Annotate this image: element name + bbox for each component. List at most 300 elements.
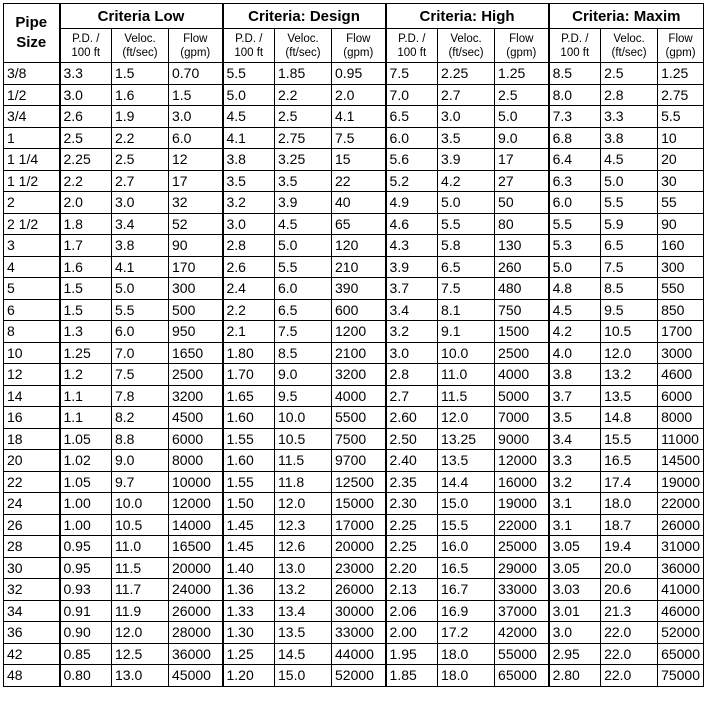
value-cell: 28000	[169, 622, 223, 644]
value-cell: 2100	[332, 342, 386, 364]
value-cell: 52	[169, 213, 223, 235]
value-cell: 17	[169, 170, 223, 192]
value-cell: 7.5	[112, 364, 169, 386]
value-cell: 4.9	[386, 192, 438, 214]
value-cell: 27	[495, 170, 549, 192]
value-cell: 10.0	[112, 493, 169, 515]
pipe-size-cell: 2	[4, 192, 60, 214]
value-cell: 2.06	[386, 600, 438, 622]
value-cell: 10.5	[275, 428, 332, 450]
value-cell: 2.30	[386, 493, 438, 515]
value-cell: 30000	[332, 600, 386, 622]
value-cell: 2.20	[386, 557, 438, 579]
value-cell: 1500	[495, 321, 549, 343]
value-cell: 10000	[169, 471, 223, 493]
value-cell: 13.4	[275, 600, 332, 622]
value-cell: 2.4	[223, 278, 275, 300]
value-cell: 16.0	[438, 536, 495, 558]
value-cell: 1200	[332, 321, 386, 343]
value-cell: 13.5	[275, 622, 332, 644]
value-cell: 37000	[495, 600, 549, 622]
value-cell: 90	[169, 235, 223, 257]
value-cell: 5.8	[438, 235, 495, 257]
value-cell: 2.75	[658, 84, 704, 106]
value-cell: 7.8	[112, 385, 169, 407]
value-cell: 1.70	[223, 364, 275, 386]
pipe-size-cell: 4	[4, 256, 60, 278]
value-cell: 4.2	[549, 321, 601, 343]
value-cell: 950	[169, 321, 223, 343]
value-cell: 5.0	[223, 84, 275, 106]
value-cell: 55000	[495, 643, 549, 665]
value-cell: 3.25	[275, 149, 332, 171]
subheader-line: Veloc.	[450, 32, 482, 45]
value-cell: 5.2	[386, 170, 438, 192]
subheader-line: (ft/sec)	[285, 46, 321, 59]
value-cell: 14500	[658, 450, 704, 472]
value-cell: 3.8	[223, 149, 275, 171]
subheader-line: 100 ft	[71, 46, 101, 59]
value-cell: 26000	[332, 579, 386, 601]
value-cell: 1.45	[223, 536, 275, 558]
value-cell: 8.0	[549, 84, 601, 106]
value-cell: 5.5	[438, 213, 495, 235]
value-cell: 8.5	[601, 278, 658, 300]
pipe-size-header	[4, 4, 60, 63]
value-cell: 0.70	[169, 63, 223, 85]
table-row	[4, 536, 704, 558]
subheader-line: 100 ft	[397, 46, 427, 59]
pipe-size-cell: 3	[4, 235, 60, 257]
value-cell: 21.3	[601, 600, 658, 622]
value-cell: 5.6	[386, 149, 438, 171]
subheader-line: Flow	[183, 32, 208, 45]
value-cell: 5.5	[223, 63, 275, 85]
value-cell: 0.93	[60, 579, 112, 601]
value-cell: 11.7	[112, 579, 169, 601]
value-cell: 1.60	[223, 450, 275, 472]
pipe-size-cell: 14	[4, 385, 60, 407]
value-cell: 2.5	[495, 84, 549, 106]
group-header-row	[4, 4, 704, 29]
pipe-size-cell: 5	[4, 278, 60, 300]
value-cell: 2500	[495, 342, 549, 364]
subheader-cell	[112, 29, 169, 63]
value-cell: 17.2	[438, 622, 495, 644]
value-cell: 6.0	[386, 127, 438, 149]
value-cell: 6.5	[438, 256, 495, 278]
value-cell: 4.8	[549, 278, 601, 300]
value-cell: 90	[658, 213, 704, 235]
value-cell: 2.2	[223, 299, 275, 321]
value-cell: 1.5	[60, 299, 112, 321]
value-cell: 44000	[332, 643, 386, 665]
table-row	[4, 213, 704, 235]
value-cell: 300	[658, 256, 704, 278]
value-cell: 29000	[495, 557, 549, 579]
value-cell: 20.0	[601, 557, 658, 579]
value-cell: 2.7	[438, 84, 495, 106]
value-cell: 1.85	[386, 665, 438, 687]
value-cell: 2.5	[112, 149, 169, 171]
value-cell: 3.1	[549, 514, 601, 536]
table-body	[4, 63, 704, 687]
value-cell: 13.0	[112, 665, 169, 687]
value-cell: 1.20	[223, 665, 275, 687]
value-cell: 11000	[658, 428, 704, 450]
pipe-size-cell: 48	[4, 665, 60, 687]
value-cell: 1.02	[60, 450, 112, 472]
value-cell: 4.2	[438, 170, 495, 192]
value-cell: 10.0	[275, 407, 332, 429]
value-cell: 3.0	[112, 192, 169, 214]
value-cell: 0.95	[332, 63, 386, 85]
pipe-size-cell: 34	[4, 600, 60, 622]
value-cell: 1.05	[60, 471, 112, 493]
value-cell: 3.8	[601, 127, 658, 149]
pipe-size-cell: 16	[4, 407, 60, 429]
value-cell: 45000	[169, 665, 223, 687]
value-cell: 15.0	[438, 493, 495, 515]
value-cell: 65	[332, 213, 386, 235]
value-cell: 19000	[658, 471, 704, 493]
subheader-line: (ft/sec)	[122, 46, 158, 59]
value-cell: 9.5	[275, 385, 332, 407]
value-cell: 12.0	[275, 493, 332, 515]
value-cell: 22.0	[601, 665, 658, 687]
group-header-criteria-high: Criteria: High	[386, 4, 549, 29]
table-row	[4, 84, 704, 106]
value-cell: 4500	[169, 407, 223, 429]
value-cell: 18.0	[438, 643, 495, 665]
value-cell: 16.7	[438, 579, 495, 601]
value-cell: 16000	[495, 471, 549, 493]
value-cell: 1.95	[386, 643, 438, 665]
value-cell: 55	[658, 192, 704, 214]
value-cell: 16.9	[438, 600, 495, 622]
pipe-size-cell: 28	[4, 536, 60, 558]
value-cell: 4.6	[386, 213, 438, 235]
value-cell: 22000	[658, 493, 704, 515]
value-cell: 3.3	[549, 450, 601, 472]
subheader-cell	[658, 29, 704, 63]
value-cell: 4.1	[223, 127, 275, 149]
value-cell: 7.0	[112, 342, 169, 364]
pipe-sizing-table	[3, 3, 704, 687]
value-cell: 7500	[332, 428, 386, 450]
value-cell: 120	[332, 235, 386, 257]
value-cell: 3.9	[386, 256, 438, 278]
value-cell: 12.6	[275, 536, 332, 558]
value-cell: 170	[169, 256, 223, 278]
subheader-line: P.D. /	[398, 32, 426, 45]
value-cell: 2.7	[112, 170, 169, 192]
value-cell: 6000	[169, 428, 223, 450]
value-cell: 1.6	[60, 256, 112, 278]
value-cell: 40	[332, 192, 386, 214]
subheader-cell	[169, 29, 223, 63]
subheader-line: (ft/sec)	[611, 46, 647, 59]
table-row	[4, 557, 704, 579]
value-cell: 25000	[495, 536, 549, 558]
value-cell: 42000	[495, 622, 549, 644]
pipe-size-cell: 12	[4, 364, 60, 386]
value-cell: 14.8	[601, 407, 658, 429]
value-cell: 31000	[658, 536, 704, 558]
table-row	[4, 493, 704, 515]
value-cell: 1.45	[223, 514, 275, 536]
value-cell: 1.05	[60, 428, 112, 450]
value-cell: 13.2	[601, 364, 658, 386]
value-cell: 22.0	[601, 622, 658, 644]
subheader-line: Flow	[668, 32, 693, 45]
value-cell: 1.36	[223, 579, 275, 601]
value-cell: 3.9	[275, 192, 332, 214]
value-cell: 1.55	[223, 428, 275, 450]
value-cell: 9.0	[112, 450, 169, 472]
value-cell: 3.0	[223, 213, 275, 235]
value-cell: 3.1	[549, 493, 601, 515]
value-cell: 11.5	[275, 450, 332, 472]
value-cell: 12.0	[601, 342, 658, 364]
value-cell: 210	[332, 256, 386, 278]
subheader-line: Veloc.	[613, 32, 645, 45]
value-cell: 0.91	[60, 600, 112, 622]
value-cell: 12	[169, 149, 223, 171]
value-cell: 750	[495, 299, 549, 321]
value-cell: 7.5	[438, 278, 495, 300]
value-cell: 2.5	[601, 63, 658, 85]
value-cell: 11.5	[112, 557, 169, 579]
document-page	[3, 3, 704, 687]
value-cell: 4.5	[549, 299, 601, 321]
subheader-line: (ft/sec)	[448, 46, 484, 59]
value-cell: 6.0	[549, 192, 601, 214]
value-cell: 12.3	[275, 514, 332, 536]
value-cell: 2.25	[60, 149, 112, 171]
table-row	[4, 471, 704, 493]
value-cell: 3.03	[549, 579, 601, 601]
value-cell: 75000	[658, 665, 704, 687]
value-cell: 50	[495, 192, 549, 214]
value-cell: 32	[169, 192, 223, 214]
value-cell: 19.4	[601, 536, 658, 558]
value-cell: 390	[332, 278, 386, 300]
value-cell: 8.1	[438, 299, 495, 321]
value-cell: 1.25	[658, 63, 704, 85]
value-cell: 9.1	[438, 321, 495, 343]
value-cell: 6.4	[549, 149, 601, 171]
value-cell: 7.5	[601, 256, 658, 278]
value-cell: 2.40	[386, 450, 438, 472]
value-cell: 11.0	[438, 364, 495, 386]
value-cell: 5.0	[112, 278, 169, 300]
value-cell: 3.2	[386, 321, 438, 343]
value-cell: 65000	[658, 643, 704, 665]
value-cell: 10.5	[112, 514, 169, 536]
value-cell: 8.2	[112, 407, 169, 429]
value-cell: 65000	[495, 665, 549, 687]
value-cell: 1.30	[223, 622, 275, 644]
table-row	[4, 450, 704, 472]
value-cell: 3.3	[60, 63, 112, 85]
value-cell: 46000	[658, 600, 704, 622]
value-cell: 5.0	[601, 170, 658, 192]
value-cell: 6.5	[275, 299, 332, 321]
value-cell: 2.25	[386, 536, 438, 558]
value-cell: 0.85	[60, 643, 112, 665]
value-cell: 12.0	[112, 622, 169, 644]
pipe-size-header-line2: Size	[16, 34, 47, 51]
value-cell: 13.2	[275, 579, 332, 601]
value-cell: 1.3	[60, 321, 112, 343]
pipe-size-cell: 10	[4, 342, 60, 364]
pipe-size-cell: 1	[4, 127, 60, 149]
value-cell: 2.1	[223, 321, 275, 343]
subheader-line: 100 ft	[560, 46, 590, 59]
subheader-cell	[332, 29, 386, 63]
value-cell: 22000	[495, 514, 549, 536]
value-cell: 9.0	[495, 127, 549, 149]
value-cell: 1.9	[112, 106, 169, 128]
value-cell: 52000	[658, 622, 704, 644]
value-cell: 3.0	[386, 342, 438, 364]
table-row	[4, 364, 704, 386]
value-cell: 5.5	[549, 213, 601, 235]
value-cell: 5.5	[112, 299, 169, 321]
value-cell: 5.0	[495, 106, 549, 128]
value-cell: 1.60	[223, 407, 275, 429]
pipe-size-cell: 8	[4, 321, 60, 343]
value-cell: 80	[495, 213, 549, 235]
pipe-size-cell: 1/2	[4, 84, 60, 106]
table-row	[4, 278, 704, 300]
table-row	[4, 106, 704, 128]
subheader-line: Veloc.	[124, 32, 156, 45]
subheader-row	[4, 29, 704, 63]
pipe-size-cell: 18	[4, 428, 60, 450]
subheader-cell	[223, 29, 275, 63]
value-cell: 6.0	[275, 278, 332, 300]
subheader-line: 100 ft	[234, 46, 264, 59]
value-cell: 2.2	[112, 127, 169, 149]
value-cell: 7.3	[549, 106, 601, 128]
value-cell: 3.05	[549, 536, 601, 558]
value-cell: 5500	[332, 407, 386, 429]
value-cell: 41000	[658, 579, 704, 601]
value-cell: 2.25	[438, 63, 495, 85]
value-cell: 18.7	[601, 514, 658, 536]
subheader-line: Veloc.	[287, 32, 319, 45]
value-cell: 2.60	[386, 407, 438, 429]
value-cell: 300	[169, 278, 223, 300]
subheader-cell	[495, 29, 549, 63]
value-cell: 3.01	[549, 600, 601, 622]
table-row	[4, 514, 704, 536]
value-cell: 4.5	[601, 149, 658, 171]
value-cell: 5.3	[549, 235, 601, 257]
value-cell: 1650	[169, 342, 223, 364]
pipe-size-cell: 3/4	[4, 106, 60, 128]
value-cell: 1.5	[60, 278, 112, 300]
value-cell: 33000	[495, 579, 549, 601]
subheader-cell	[275, 29, 332, 63]
table-row	[4, 579, 704, 601]
value-cell: 6.3	[549, 170, 601, 192]
value-cell: 550	[658, 278, 704, 300]
value-cell: 15.0	[275, 665, 332, 687]
value-cell: 1700	[658, 321, 704, 343]
table-row	[4, 299, 704, 321]
value-cell: 3.9	[438, 149, 495, 171]
table-row	[4, 256, 704, 278]
value-cell: 1.8	[60, 213, 112, 235]
table-row	[4, 665, 704, 687]
value-cell: 1.1	[60, 407, 112, 429]
value-cell: 36000	[169, 643, 223, 665]
value-cell: 3000	[658, 342, 704, 364]
value-cell: 3.2	[549, 471, 601, 493]
value-cell: 23000	[332, 557, 386, 579]
value-cell: 3.4	[386, 299, 438, 321]
subheader-line: P.D. /	[561, 32, 589, 45]
table-row	[4, 192, 704, 214]
value-cell: 33000	[332, 622, 386, 644]
value-cell: 6000	[658, 385, 704, 407]
value-cell: 1.6	[112, 84, 169, 106]
value-cell: 20000	[169, 557, 223, 579]
table-row	[4, 127, 704, 149]
value-cell: 480	[495, 278, 549, 300]
value-cell: 1.25	[60, 342, 112, 364]
value-cell: 10	[658, 127, 704, 149]
value-cell: 4000	[495, 364, 549, 386]
value-cell: 1.2	[60, 364, 112, 386]
value-cell: 9.7	[112, 471, 169, 493]
value-cell: 7.5	[332, 127, 386, 149]
value-cell: 12000	[495, 450, 549, 472]
value-cell: 11.8	[275, 471, 332, 493]
value-cell: 11.0	[112, 536, 169, 558]
value-cell: 26000	[169, 600, 223, 622]
value-cell: 1.55	[223, 471, 275, 493]
value-cell: 15000	[332, 493, 386, 515]
value-cell: 16500	[169, 536, 223, 558]
value-cell: 13.0	[275, 557, 332, 579]
value-cell: 4000	[332, 385, 386, 407]
pipe-size-cell: 20	[4, 450, 60, 472]
value-cell: 7.5	[386, 63, 438, 85]
value-cell: 1.40	[223, 557, 275, 579]
value-cell: 5.5	[275, 256, 332, 278]
value-cell: 1.1	[60, 385, 112, 407]
value-cell: 260	[495, 256, 549, 278]
value-cell: 3.3	[601, 106, 658, 128]
value-cell: 1.7	[60, 235, 112, 257]
value-cell: 13.5	[601, 385, 658, 407]
value-cell: 8.8	[112, 428, 169, 450]
value-cell: 2.6	[223, 256, 275, 278]
pipe-size-cell: 36	[4, 622, 60, 644]
value-cell: 3.2	[223, 192, 275, 214]
value-cell: 6.5	[386, 106, 438, 128]
value-cell: 2.35	[386, 471, 438, 493]
subheader-line: (gpm)	[343, 46, 374, 59]
value-cell: 4.3	[386, 235, 438, 257]
pipe-size-cell: 22	[4, 471, 60, 493]
value-cell: 0.95	[60, 557, 112, 579]
group-header-criteria-maxim: Criteria: Maxim	[549, 4, 704, 29]
